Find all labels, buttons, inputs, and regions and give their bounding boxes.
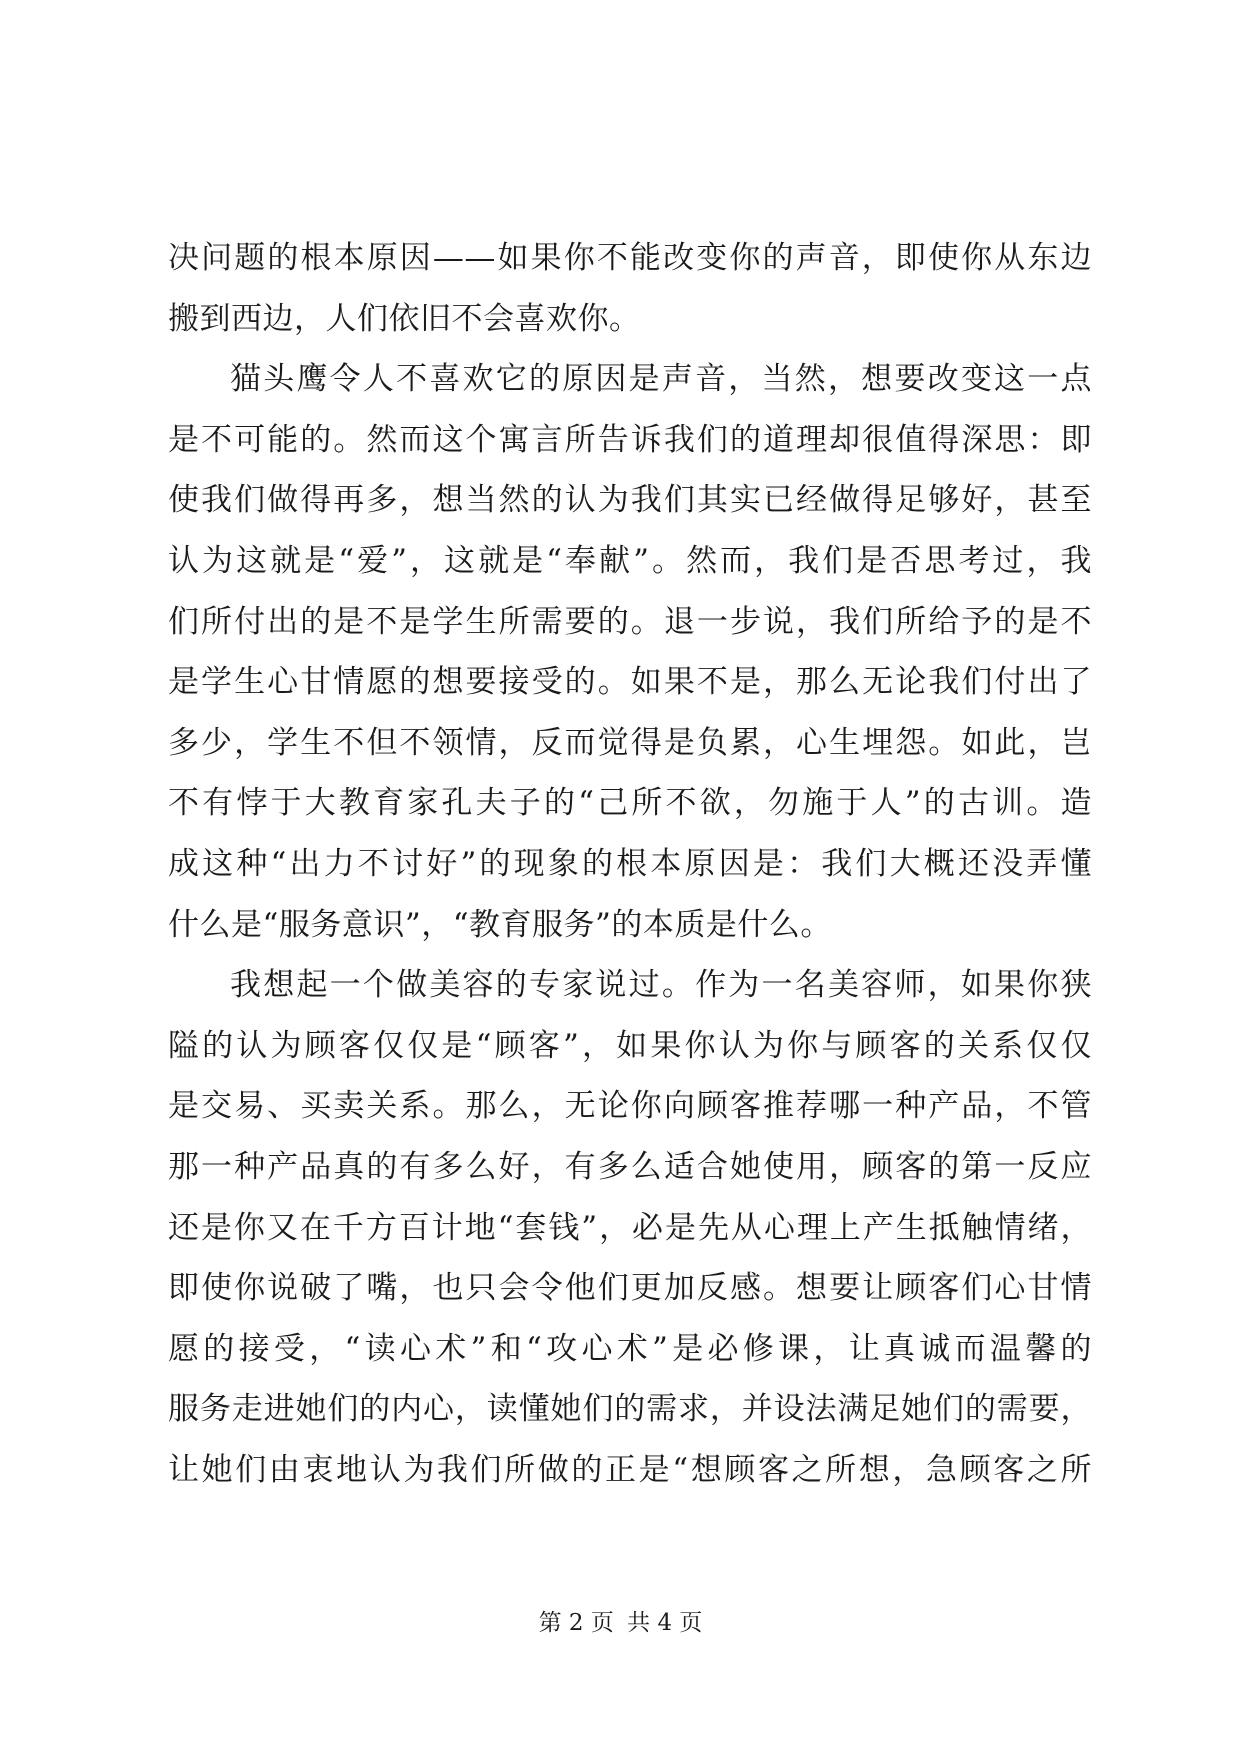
paragraph-2-line-5: 们所付出的是不是学生所需要的。退一步说，我们所给予的是不 [168, 603, 1092, 640]
paragraph-2-line-8: 不有悖于大教育家孔夫子的“己所不欲，勿施于人”的古训。造 [168, 785, 1092, 822]
paragraph-2-line-1: 猫头鹰令人不喜欢它的原因是声音，当然，想要改变这一点 [230, 361, 1092, 398]
paragraph-3-line-4: 那一种产品真的有多么好，有多么适合她使用，顾客的第一反应 [168, 1148, 1092, 1185]
paragraph-1-line-1: 决问题的根本原因——如果你不能改变你的声音，即使你从东边 [168, 240, 1092, 276]
paragraph-3-line-1: 我想起一个做美容的专家说过。作为一名美容师，如果你狭 [230, 967, 1092, 1004]
paragraph-1-line-2: 搬到西边，人们依旧不会喜欢你。 [168, 300, 641, 337]
paragraph-3-line-6: 即使你说破了嘴，也只会令他们更加反感。想要让顾客们心甘情 [168, 1270, 1092, 1307]
paragraph-3-line-7: 愿的接受，“读心术”和“攻心术”是必修课，让真诚而温馨的 [168, 1330, 1092, 1367]
paragraph-3-line-2: 隘的认为顾客仅仅是“顾客”，如果你认为你与顾客的关系仅仅 [168, 1027, 1092, 1064]
paragraph-2-line-9: 成这种“出力不讨好”的现象的根本原因是：我们大概还没弄懂 [168, 845, 1092, 882]
paragraph-2-line-4: 认为这就是“爱”，这就是“奉献”。然而，我们是否思考过，我 [168, 542, 1092, 579]
paragraph-3-line-3: 是交易、买卖关系。那么，无论你向顾客推荐哪一种产品，不管 [168, 1088, 1092, 1125]
paragraph-3-line-8: 服务走进她们的内心，读懂她们的需求，并设法满足她们的需要， [168, 1391, 1092, 1428]
paragraph-3-line-9: 让她们由衷地认为我们所做的正是“想顾客之所想，急顾客之所 [168, 1451, 1092, 1488]
paragraph-2-line-10: 什么是“服务意识”，“教育服务”的本质是什么。 [168, 906, 832, 943]
page-footer [0, 1608, 1241, 1638]
paragraph-2-line-6: 是学生心甘情愿的想要接受的。如果不是，那么无论我们付出了 [168, 664, 1092, 701]
page-number: 第 2 页 [538, 1610, 614, 1636]
paragraph-2-line-2: 是不可能的。然而这个寓言所告诉我们的道理却很值得深思：即 [168, 421, 1092, 458]
paragraph-3-line-5: 还是你又在千方百计地“套钱”，必是先从心理上产生抵触情绪， [168, 1209, 1092, 1246]
paragraph-2-line-3: 使我们做得再多，想当然的认为我们其实已经做得足够好，甚至 [168, 482, 1092, 519]
document-body [168, 228, 1092, 1500]
paragraph-2-line-7: 多少，学生不但不领情，反而觉得是负累，心生埋怨。如此，岂 [168, 724, 1092, 761]
page-total: 共 4 页 [627, 1610, 703, 1636]
